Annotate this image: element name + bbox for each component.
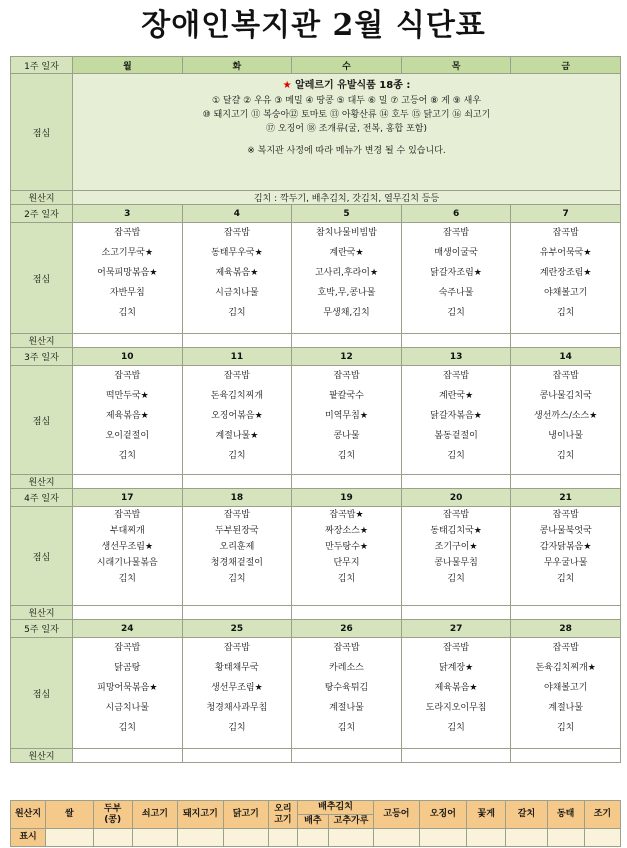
menu-item: 김치 xyxy=(118,574,136,584)
menu-item: 탕수육튀김 xyxy=(324,683,369,693)
allergy-notice xyxy=(73,74,621,191)
week4-lunch-row xyxy=(11,507,621,606)
date-cell: 14 xyxy=(511,348,621,366)
origin-value xyxy=(419,829,466,847)
meal-cell xyxy=(73,223,183,334)
origin-item-kimchi: 배추김치 xyxy=(297,801,373,815)
meal-cell xyxy=(511,507,621,606)
origin-item-rice: 쌀 xyxy=(46,801,93,829)
origin-item-mackerel: 고등어 xyxy=(374,801,419,829)
origin-display-label: 표시 xyxy=(11,829,46,847)
kimchi-notice: 김치 : 깍두기, 배추김치, 갓김치, 열무김치 등등 xyxy=(73,191,621,205)
menu-item: 김치 xyxy=(447,723,465,733)
menu-item: 김치 xyxy=(556,308,575,318)
menu-item: 콩나물무침 xyxy=(434,558,478,568)
menu-item: 도라지오이무침 xyxy=(425,703,487,713)
origin-cell xyxy=(292,606,402,620)
meal-cell xyxy=(292,223,402,334)
menu-item: 돈육김치찌개 xyxy=(210,391,263,401)
date-cell: 17 xyxy=(73,489,183,507)
menu-item: 시래기나물볶음 xyxy=(96,558,158,568)
menu-item: 피망어묵볶음★ xyxy=(97,683,158,693)
menu-item: 감자닭볶음★ xyxy=(539,542,592,552)
week4-label: 4주 일자 xyxy=(11,489,73,507)
meal-cell xyxy=(401,366,511,475)
menu-item: 김치 xyxy=(447,451,465,461)
menu-item: 시금치나물 xyxy=(215,288,259,298)
origin-value xyxy=(374,829,419,847)
menu-item: 고사리,후라이★ xyxy=(314,268,379,278)
date-cell: 12 xyxy=(292,348,402,366)
menu-item: 김치 xyxy=(118,451,136,461)
date-cell: 21 xyxy=(511,489,621,507)
week2-date-row xyxy=(11,205,621,223)
date-cell: 7 xyxy=(511,205,621,223)
meal-cell xyxy=(511,366,621,475)
menu-item: 김치 xyxy=(447,574,465,584)
meal-cell xyxy=(292,638,402,749)
origin-cell xyxy=(511,749,621,763)
origin-label: 원산지 xyxy=(11,749,73,763)
week1-lunch-row xyxy=(11,74,621,191)
menu-item: 계란국★ xyxy=(329,248,364,258)
origin-cell xyxy=(292,475,402,489)
lunch-label: 점심 xyxy=(11,223,73,334)
menu-item: 부대찌개 xyxy=(109,526,145,536)
meal-cell xyxy=(182,223,292,334)
origin-item-duck: 오리 고기 xyxy=(268,801,297,829)
date-cell: 13 xyxy=(401,348,511,366)
week5-lunch-row xyxy=(11,638,621,749)
meal-cell xyxy=(73,507,183,606)
menu-item: 잡곡밥 xyxy=(114,643,141,653)
menu-item: 김치 xyxy=(228,308,246,318)
menu-item: 계란장조림★ xyxy=(539,268,592,278)
origin-cell xyxy=(73,475,183,489)
menu-item: 오리훈제 xyxy=(219,542,255,552)
meal-cell xyxy=(511,638,621,749)
day-header-mon: 월 xyxy=(73,57,183,74)
menu-item: 팥칼국수 xyxy=(329,391,364,401)
meal-cell xyxy=(511,223,621,334)
allergy-title: ★ 알레르기 유발식품 18종 : xyxy=(282,80,411,91)
menu-item: 김치 xyxy=(337,574,356,584)
origin-cell xyxy=(401,749,511,763)
meal-cell xyxy=(401,638,511,749)
origin-cell xyxy=(511,334,621,348)
menu-item: 김치 xyxy=(556,574,575,584)
week4-date-row xyxy=(11,489,621,507)
menu-item: 제육볶음★ xyxy=(434,683,478,693)
origin-cell xyxy=(73,606,183,620)
menu-item: 제육볶음★ xyxy=(215,268,259,278)
date-cell: 5 xyxy=(292,205,402,223)
menu-item: 동태무우국★ xyxy=(211,248,263,258)
menu-item: 닭갈자조림★ xyxy=(430,268,482,278)
origin-value xyxy=(328,829,373,847)
origin-item-beef: 쇠고기 xyxy=(132,801,177,829)
menu-item: 김치 xyxy=(228,451,246,461)
week3-date-row xyxy=(11,348,621,366)
origin-item-squid: 오징어 xyxy=(419,801,466,829)
origin-cell xyxy=(182,334,292,348)
week2-lunch-row xyxy=(11,223,621,334)
menu-item: 김치 xyxy=(337,451,356,461)
lunch-label: 점심 xyxy=(11,74,73,191)
allergy-list-1: ① 달걀 ② 우유 ③ 메밀 ④ 땅콩 ⑤ 대두 ⑥ 밀 ⑦ 고등어 ⑧ 게 ⑨ 새우 xyxy=(211,96,482,106)
origin-cell xyxy=(73,334,183,348)
origin-cell xyxy=(401,475,511,489)
menu-item: 시금치나물 xyxy=(105,703,150,713)
menu-item: 잡곡밥 xyxy=(223,371,250,381)
origin-item-croaker: 조기 xyxy=(584,801,620,829)
week3-origin-row xyxy=(11,475,621,489)
menu-item: 김치 xyxy=(228,723,246,733)
date-cell: 28 xyxy=(511,620,621,638)
menu-item: 숙주나물 xyxy=(438,288,474,298)
origin-cell xyxy=(292,334,402,348)
date-cell: 10 xyxy=(73,348,183,366)
allergy-list-2: ⑩ 돼지고기 ⑪ 복숭아⑫ 토마토 ⑬ 아황산류 ⑭ 호두 ⑮ 닭고기 ⑯ 쇠고기 xyxy=(202,110,491,120)
menu-item: 무우굴나물 xyxy=(543,558,588,568)
menu-item: 만두탕수★ xyxy=(325,542,368,552)
menu-item: 동태김치국★ xyxy=(430,526,482,536)
day-header-thu: 목 xyxy=(401,57,511,74)
origin-value xyxy=(268,829,297,847)
lunch-label: 점심 xyxy=(11,507,73,606)
menu-item: 잡곡밥 xyxy=(443,228,470,238)
menu-item: 자반무침 xyxy=(109,288,145,298)
week3-label: 3주 일자 xyxy=(11,348,73,366)
origin-label: 원산지 xyxy=(11,606,73,620)
origin-cell xyxy=(401,606,511,620)
meal-cell xyxy=(182,366,292,475)
menu-item: 미역무침★ xyxy=(325,411,368,421)
origin-item-chili-powder: 고추가루 xyxy=(328,815,373,829)
menu-item: 오징어볶음★ xyxy=(211,411,263,421)
origin-item-pork: 돼지고기 xyxy=(178,801,223,829)
lunch-label: 점심 xyxy=(11,638,73,749)
menu-item: 잡곡밥 xyxy=(114,228,141,238)
origin-label: 원산지 xyxy=(11,334,73,348)
menu-item: 잡곡밥 xyxy=(552,228,579,238)
week1-date-row xyxy=(11,57,621,74)
origin-table xyxy=(10,800,621,847)
menu-item: 떡만두국★ xyxy=(105,391,149,401)
lunch-label: 점심 xyxy=(11,366,73,475)
menu-item: 잡곡밥 xyxy=(552,643,579,653)
origin-header-label: 원산지 xyxy=(11,801,46,829)
week3-lunch-row xyxy=(11,366,621,475)
change-notice: ※ 복지관 사정에 따라 메뉴가 변경 될 수 있습니다. xyxy=(247,146,446,156)
menu-item: 잡곡밥 xyxy=(333,371,360,381)
menu-item: 김치 xyxy=(556,451,575,461)
day-header-tue: 화 xyxy=(182,57,292,74)
origin-cell xyxy=(182,606,292,620)
allergy-list-3: ⑰ 오징어 ⑱ 조개류(굴, 전복, 홍합 포함) xyxy=(266,124,427,134)
menu-item: 제육볶음★ xyxy=(105,411,149,421)
meal-cell xyxy=(73,366,183,475)
week5-date-row xyxy=(11,620,621,638)
day-header-fri: 금 xyxy=(511,57,621,74)
origin-value xyxy=(297,829,328,847)
origin-value xyxy=(223,829,268,847)
menu-item: 잡곡밥★ xyxy=(329,510,364,520)
meal-cell xyxy=(292,366,402,475)
date-cell: 11 xyxy=(182,348,292,366)
menu-item: 생선무조림★ xyxy=(101,542,154,552)
origin-item-tofu: 두부 (콩) xyxy=(93,801,132,829)
menu-item: 봄동겉절이 xyxy=(434,431,478,441)
menu-item: 어묵피망볶음★ xyxy=(97,268,158,278)
menu-item: 콩나물 xyxy=(333,431,360,441)
menu-item: 돈육김치찌개★ xyxy=(535,663,596,673)
week1-label: 1주 일자 xyxy=(11,57,73,74)
origin-cell xyxy=(182,475,292,489)
week1-origin-row xyxy=(11,191,621,205)
meal-cell xyxy=(73,638,183,749)
menu-item: 계절나물★ xyxy=(215,431,259,441)
origin-value xyxy=(93,829,132,847)
origin-value xyxy=(178,829,223,847)
week2-origin-row xyxy=(11,334,621,348)
menu-item: 짜장소스★ xyxy=(325,526,368,536)
menu-item: 김치 xyxy=(118,308,136,318)
origin-value xyxy=(584,829,620,847)
menu-item: 계란국★ xyxy=(439,391,474,401)
origin-cell xyxy=(292,749,402,763)
menu-item: 잡곡밥 xyxy=(443,510,470,520)
menu-item: 호박,무,콩나물 xyxy=(317,288,376,298)
menu-item: 잡곡밥 xyxy=(223,643,250,653)
origin-cell xyxy=(73,749,183,763)
date-cell: 24 xyxy=(73,620,183,638)
menu-item: 잡곡밥 xyxy=(443,371,470,381)
origin-value xyxy=(506,829,547,847)
menu-item: 콩나물김치국 xyxy=(539,391,592,401)
menu-item: 김치 xyxy=(118,723,136,733)
menu-item: 소고기무국★ xyxy=(101,248,154,258)
menu-item: 잡곡밥 xyxy=(114,510,141,520)
menu-item: 유부어묵국★ xyxy=(539,248,592,258)
origin-value xyxy=(467,829,506,847)
menu-table xyxy=(10,56,621,763)
menu-item: 황태채무국 xyxy=(215,663,259,673)
week5-label: 5주 일자 xyxy=(11,620,73,638)
menu-item: 야채볼고기 xyxy=(543,683,588,693)
origin-cell xyxy=(511,606,621,620)
menu-item: 김치 xyxy=(447,308,465,318)
date-cell: 3 xyxy=(73,205,183,223)
date-cell: 25 xyxy=(182,620,292,638)
menu-item: 잡곡밥 xyxy=(223,510,250,520)
origin-label: 원산지 xyxy=(11,475,73,489)
origin-cell xyxy=(511,475,621,489)
menu-item: 카레소스 xyxy=(329,663,364,673)
menu-item: 잡곡밥 xyxy=(114,371,141,381)
menu-item: 단무지 xyxy=(333,558,360,568)
menu-item: 잡곡밥 xyxy=(552,371,579,381)
menu-item: 청경채사과무침 xyxy=(206,703,268,713)
meal-cell xyxy=(401,223,511,334)
menu-item: 오이겉절이 xyxy=(105,431,150,441)
date-cell: 26 xyxy=(292,620,402,638)
date-cell: 19 xyxy=(292,489,402,507)
week4-origin-row xyxy=(11,606,621,620)
menu-item: 무생채,김치 xyxy=(323,308,370,318)
menu-item: 조기구이★ xyxy=(434,542,478,552)
menu-item: 닭계장★ xyxy=(439,663,474,673)
menu-item: 잡곡밥 xyxy=(333,643,360,653)
day-header-wed: 수 xyxy=(292,57,402,74)
origin-value xyxy=(132,829,177,847)
date-cell: 27 xyxy=(401,620,511,638)
menu-item: 닭곰탕 xyxy=(114,663,141,673)
menu-item: 냉이나물 xyxy=(548,431,584,441)
menu-item: 계절나물 xyxy=(329,703,364,713)
menu-item: 김치 xyxy=(556,723,575,733)
origin-item-crab: 꽃게 xyxy=(467,801,506,829)
origin-item-chicken: 닭고기 xyxy=(223,801,268,829)
menu-item: 청경채겉절이 xyxy=(210,558,263,568)
menu-item: 계절나물 xyxy=(548,703,584,713)
origin-item-pollack: 동태 xyxy=(547,801,584,829)
menu-item: 야채볼고기 xyxy=(543,288,588,298)
menu-item: 잡곡밥 xyxy=(443,643,470,653)
origin-cell xyxy=(182,749,292,763)
date-cell: 18 xyxy=(182,489,292,507)
meal-cell xyxy=(292,507,402,606)
menu-item: 두부된장국 xyxy=(215,526,259,536)
menu-item: 김치 xyxy=(228,574,246,584)
meal-cell xyxy=(401,507,511,606)
date-cell: 6 xyxy=(401,205,511,223)
menu-item: 매생이굴국 xyxy=(434,248,478,258)
menu-item: 김치 xyxy=(337,723,356,733)
week2-label: 2주 일자 xyxy=(11,205,73,223)
origin-cell xyxy=(401,334,511,348)
menu-item: 생선까스/소스★ xyxy=(534,411,598,421)
menu-item: 닭갈자볶음★ xyxy=(430,411,482,421)
date-cell: 4 xyxy=(182,205,292,223)
date-cell: 20 xyxy=(401,489,511,507)
star-icon: ★ xyxy=(282,80,292,91)
menu-item: 콩나물북엇국 xyxy=(539,526,592,536)
menu-item: 잡곡밥 xyxy=(223,228,250,238)
origin-item-cabbage: 배추 xyxy=(297,815,328,829)
menu-item: 잡곡밥 xyxy=(552,510,579,520)
meal-cell xyxy=(182,507,292,606)
meal-cell xyxy=(182,638,292,749)
origin-value xyxy=(547,829,584,847)
menu-item: 생선무조림★ xyxy=(211,683,263,693)
origin-label: 원산지 xyxy=(11,191,73,205)
week5-origin-row xyxy=(11,749,621,763)
page-title: 장애인복지관 2월 식단표 xyxy=(141,8,486,43)
menu-item: 참치나물비빔밥 xyxy=(316,228,377,238)
origin-value xyxy=(46,829,93,847)
origin-item-hairtail: 갈치 xyxy=(506,801,547,829)
